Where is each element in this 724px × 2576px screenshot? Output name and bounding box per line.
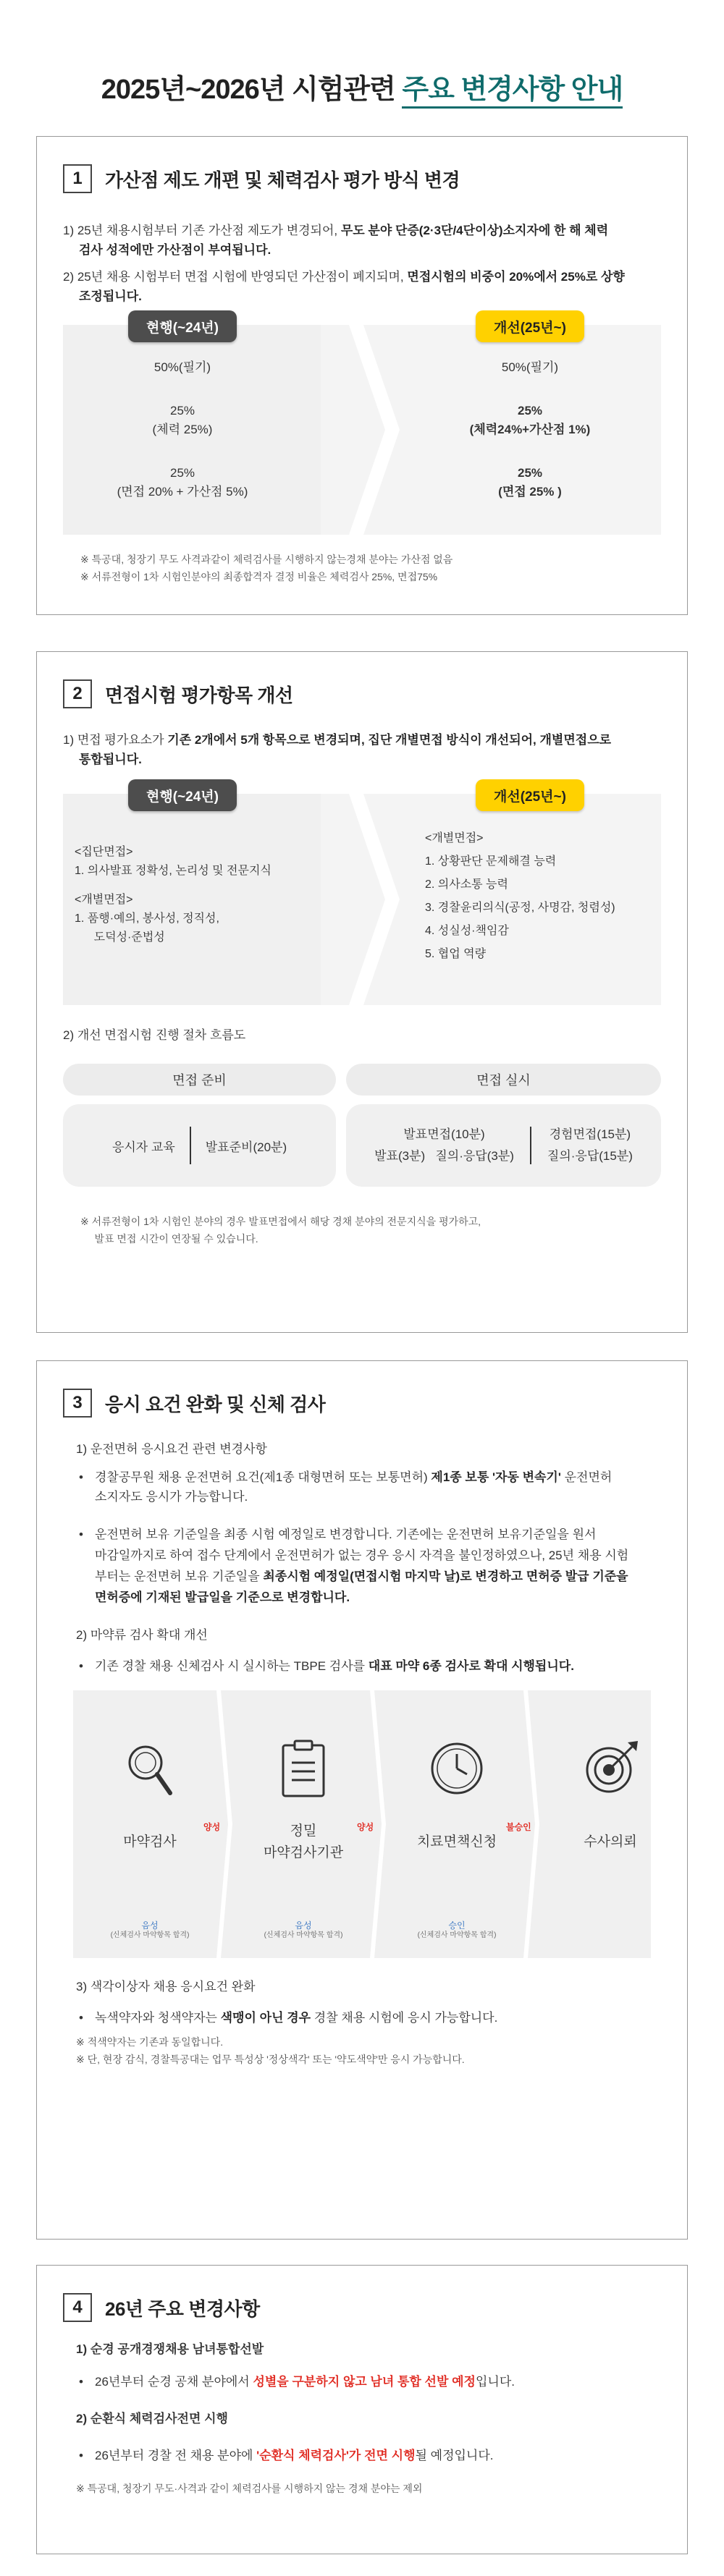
s3-bullet-2 bbox=[76, 1524, 661, 1608]
s3-bullet-1 bbox=[76, 1467, 661, 1507]
current-value-3 bbox=[92, 464, 273, 501]
s2-comparison-box bbox=[63, 789, 661, 1005]
s4-note: ※ 특공대, 청장기 무도·사격과 같이 체력검사를 시행하지 않는 경채 분야는 제외 bbox=[76, 2483, 423, 2494]
new-value-1: 50%(필기) bbox=[501, 360, 559, 374]
bullet-bold: 대표 마약 6종 검사로 확대 시행됩니다. bbox=[368, 1659, 574, 1673]
group-label: <개별면접> bbox=[425, 832, 484, 844]
s1-p2-bold-2: 조정됩니다. bbox=[79, 289, 142, 303]
drug-step-label: 마약검사 bbox=[123, 1834, 177, 1850]
step-tag-positive: 양성 bbox=[357, 1822, 374, 1832]
s1-p2-bold: 면접시험의 비중이 20%에서 25%로 상향 bbox=[407, 270, 625, 284]
s2-note-1: ※ 서류전형이 1차 시험인 분야의 경우 발표면접에서 해당 경채 분야의 전문지식을 평가하고, bbox=[80, 1216, 481, 1227]
flow-step: 응시자 교육 bbox=[111, 1140, 175, 1154]
result-label: 승인 bbox=[448, 1920, 466, 1931]
chevron-arrow-icon bbox=[349, 794, 400, 1005]
flow-step-title: 경험면접(15분) bbox=[549, 1127, 631, 1141]
s1-paragraph-2 bbox=[63, 267, 661, 306]
section-2 bbox=[36, 651, 688, 1333]
interview-flow-heads bbox=[63, 1064, 661, 1096]
s3-heading-2: 2) 마약류 검사 확대 개선 bbox=[76, 1628, 208, 1642]
section-4-header bbox=[63, 2293, 687, 2322]
bullet-text: 26년부터 경찰 전 채용 분야에 bbox=[95, 2449, 257, 2462]
spacer bbox=[75, 881, 272, 891]
page-title bbox=[0, 0, 724, 130]
target-icon bbox=[583, 1738, 641, 1796]
flow-head-exec: 면접 실시 bbox=[346, 1064, 661, 1096]
current-label-pill: 현행(~24년) bbox=[128, 779, 237, 811]
s3-bullet-3 bbox=[76, 1656, 661, 1676]
new-label-pill: 개선(25년~) bbox=[476, 310, 584, 342]
result-desc: (신체검사 마약항목 합격) bbox=[264, 1931, 343, 1939]
bullet-text: 운전면허 bbox=[560, 1470, 613, 1484]
section-title: 면접시험 평가항목 개선 bbox=[105, 684, 293, 706]
chevron-arrow-icon bbox=[349, 325, 400, 535]
section-title: 응시 요건 완화 및 신체 검사 bbox=[105, 1393, 326, 1415]
bullet-text: 26년부터 순경 공채 분야에서 bbox=[95, 2375, 253, 2389]
current-value-3-desc: (면접 20% + 가산점 5%) bbox=[117, 485, 248, 499]
step-tag-rejected: 불승인 bbox=[506, 1822, 531, 1832]
s4-heading-1: 1) 순경 공개경쟁채용 남녀통합선발 bbox=[76, 2342, 264, 2356]
page-title-highlight: 주요 변경사항 안내 bbox=[402, 75, 623, 109]
drug-step-result bbox=[73, 1920, 227, 1941]
s2-paragraph-1 bbox=[63, 730, 661, 769]
current-value-3-pct: 25% bbox=[169, 466, 195, 480]
bullet-text: 경찰 채용 시험에 응시 가능합니다. bbox=[311, 2011, 498, 2025]
flow-body-exec bbox=[346, 1104, 661, 1187]
section-title: 가산점 제도 개편 및 체력검사 평가 방식 변경 bbox=[105, 169, 460, 191]
s1-note-1: ※ 특공대, 청장기 무도 사격과같이 체력검사를 시행하지 않는경채 분야는 가산점 없음 bbox=[80, 554, 453, 565]
bullet-text: 녹색약자와 청색약자는 bbox=[95, 2011, 221, 2025]
result-desc: (신체검사 마약항목 합격) bbox=[417, 1931, 497, 1939]
section-number: 4 bbox=[63, 2293, 92, 2322]
page-title-prefix: 2025년~2026년 시험관련 bbox=[101, 75, 403, 105]
list-item: 1. 품행·예의, 봉사성, 정직성, bbox=[75, 912, 219, 925]
section-3-header bbox=[63, 1389, 687, 1418]
list-item: 2. 의사소통 능력 bbox=[425, 878, 508, 891]
clipboard-icon bbox=[280, 1740, 327, 1799]
bullet-text: 기존 경찰 채용 신체검사 시 실시하는 TBPE 검사를 bbox=[95, 1659, 369, 1673]
flow-body-prep bbox=[63, 1104, 336, 1187]
new-interview-list bbox=[425, 827, 615, 966]
current-value-1: 50%(필기) bbox=[153, 360, 211, 374]
current-value-2 bbox=[106, 402, 258, 439]
flow-divider bbox=[530, 1127, 531, 1164]
s2-note-2: 발표 면접 시간이 연장될 수 있습니다. bbox=[80, 1233, 258, 1245]
group-label: <개별면접> bbox=[75, 894, 133, 906]
flow-step-presentation bbox=[374, 1124, 514, 1167]
flow-head-prep: 면접 준비 bbox=[63, 1064, 336, 1096]
list-item: 5. 협업 역량 bbox=[425, 948, 487, 960]
current-interview-list bbox=[75, 843, 272, 947]
section-4 bbox=[36, 2265, 688, 2554]
interview-flow-bodies bbox=[63, 1104, 661, 1187]
drug-step-label: 치료면책신청 bbox=[416, 1834, 497, 1850]
bullet-text: 부터는 운전면허 보유 기준일을 bbox=[95, 1569, 264, 1583]
result-desc: (신체검사 마약항목 합격) bbox=[110, 1931, 190, 1939]
current-value-2-desc: (체력 25%) bbox=[152, 423, 213, 436]
s2-p1-text: 1) 면접 평가요소가 bbox=[63, 733, 168, 747]
list-item: 4. 성실성·책임감 bbox=[425, 925, 509, 937]
s4-bullet-1 bbox=[76, 2372, 661, 2391]
s1-comparison-box bbox=[63, 320, 661, 535]
new-value-2-pct: 25% bbox=[517, 404, 543, 418]
s2-p1-bold: 기존 2개에서 5개 항목으로 변경되며, 집단 개별면접 방식이 개선되어, 개별면접으로 bbox=[167, 733, 612, 747]
flow-step: 발표준비(20분) bbox=[205, 1140, 287, 1154]
current-label-pill: 현행(~24년) bbox=[128, 310, 237, 342]
s3-heading-1: 1) 운전면허 응시요건 관련 변경사항 bbox=[76, 1442, 267, 1456]
s4-bullet-2 bbox=[76, 2446, 661, 2465]
list-item: 1. 상황판단 문제해결 능력 bbox=[425, 855, 557, 868]
s1-p1-text: 1) 25년 채용시험부터 기존 가산점 제도가 변경되어, bbox=[63, 224, 341, 237]
bullet-bold: 면허증에 기재된 발급일을 기준으로 변경합니다. bbox=[95, 1590, 350, 1604]
new-value-3-desc: (면접 25% ) bbox=[498, 485, 562, 499]
s1-p2-text: 2) 25년 채용 시험부터 면접 시험에 반영되던 가산점이 폐지되며, bbox=[63, 270, 408, 284]
current-value-2-pct: 25% bbox=[169, 404, 195, 418]
section-1 bbox=[36, 136, 688, 615]
bullet-text: 소지자도 응시가 가능합니다. bbox=[95, 1490, 248, 1504]
bullet-highlight: '순환식 체력검사'가 전면 시행 bbox=[256, 2449, 416, 2462]
s3-note-2: ※ 단, 현장 감식, 경찰특공대는 업무 특성상 '정상색각' 또는 '약도색약'만 응시 가능합니다. bbox=[76, 2054, 465, 2065]
s2-p1-bold-2: 통합됩니다. bbox=[79, 753, 142, 766]
s3-heading-3: 3) 색각이상자 채용 응시요건 완화 bbox=[76, 1980, 256, 1994]
step-label-line: 정밀 bbox=[290, 1823, 317, 1839]
group-label: <집단면접> bbox=[75, 846, 133, 858]
drug-step-result bbox=[380, 1920, 534, 1941]
section-number: 3 bbox=[63, 1389, 92, 1418]
result-label: 음성 bbox=[295, 1920, 312, 1931]
section-1-header bbox=[63, 164, 687, 193]
drug-step-4 bbox=[534, 1690, 687, 1958]
step-tag-positive: 양성 bbox=[203, 1822, 221, 1832]
s1-p1-cont bbox=[63, 243, 271, 257]
section-number: 1 bbox=[63, 164, 92, 193]
s3-bullet-4 bbox=[76, 2008, 661, 2028]
new-value-3-pct: 25% bbox=[517, 466, 543, 480]
s1-paragraph-1 bbox=[63, 221, 661, 260]
bullet-text: 될 예정입니다. bbox=[415, 2449, 494, 2462]
s2-paragraph-2: 2) 개선 면접시험 진행 절차 흐름도 bbox=[63, 1028, 246, 1042]
bullet-bold: 최종시험 예정일(면접시험 마지막 날)로 변경하고 면허증 발급 기준을 bbox=[263, 1569, 628, 1583]
s3-note-1: ※ 적색약자는 기존과 동일합니다. bbox=[76, 2036, 224, 2048]
bullet-highlight: 성별을 구분하지 않고 남녀 통합 선발 예정 bbox=[253, 2375, 476, 2389]
bullet-text: 운전면허 보유 기준일을 최종 시험 예정일로 변경합니다. 기존에는 운전면허 보유기준일을 원서 bbox=[95, 1528, 597, 1541]
flow-step-sub: 질의·응답(15분) bbox=[547, 1149, 633, 1163]
bullet-bold: 제1종 보통 '자동 변속기' bbox=[431, 1470, 561, 1484]
bullet-text: 마감일까지로 하여 접수 단계에서 운전면허가 없는 경우 응시 자격을 불인정하였으나, 25년 채용 시험 bbox=[95, 1548, 629, 1562]
s4-heading-2: 2) 순환식 체력검사전면 시행 bbox=[76, 2412, 228, 2425]
step-label-line: 마약검사기관 bbox=[263, 1845, 344, 1860]
result-label: 음성 bbox=[141, 1920, 159, 1931]
new-value-3 bbox=[454, 464, 606, 501]
flow-step-sub: 발표(3분) 질의·응답(3분) bbox=[374, 1149, 514, 1163]
drug-step-result bbox=[227, 1920, 380, 1941]
drug-step-label: 수사의뢰 bbox=[584, 1834, 637, 1850]
new-value-2 bbox=[439, 402, 620, 439]
bullet-text: 경찰공무원 채용 운전면허 요건(제1종 대형면허 또는 보통면허) bbox=[95, 1470, 432, 1484]
flow-divider bbox=[190, 1127, 191, 1164]
s1-note-2: ※ 서류전형이 1차 시험인분야의 최종합격자 결정 비율은 체력검사 25%, 면접75% bbox=[80, 571, 438, 582]
s2-p1-cont bbox=[63, 753, 142, 766]
s1-p1-bold-2: 검사 성적에만 가산점이 부여됩니다. bbox=[79, 243, 272, 257]
flow-step-title: 발표면접(10분) bbox=[403, 1127, 485, 1141]
section-2-header bbox=[63, 679, 687, 708]
s1-p1-bold: 무도 분야 단증(2·3단/4단이상)소지자에 한 해 체력 bbox=[340, 224, 609, 237]
s1-p2-cont bbox=[63, 289, 142, 303]
list-item: 1. 의사발표 정확성, 논리성 및 전문지식 bbox=[75, 865, 272, 877]
bullet-text: 입니다. bbox=[475, 2375, 515, 2389]
flow-step-experience bbox=[547, 1124, 633, 1167]
section-title: 26년 주요 변경사항 bbox=[105, 2297, 260, 2320]
new-label-pill: 개선(25년~) bbox=[476, 779, 584, 811]
clock-icon bbox=[428, 1740, 486, 1797]
section-number: 2 bbox=[63, 679, 92, 708]
bullet-bold: 색맹이 아닌 경우 bbox=[220, 2011, 311, 2025]
list-item: 3. 경찰윤리의식(공정, 사명감, 청렴성) bbox=[425, 902, 615, 914]
drug-test-flow bbox=[73, 1690, 651, 1958]
new-value-2-desc: (체력24%+가산점 1%) bbox=[469, 423, 591, 436]
magnifier-icon bbox=[124, 1741, 174, 1799]
section-3 bbox=[36, 1360, 688, 2240]
list-item: 도덕성·준법성 bbox=[75, 931, 165, 944]
